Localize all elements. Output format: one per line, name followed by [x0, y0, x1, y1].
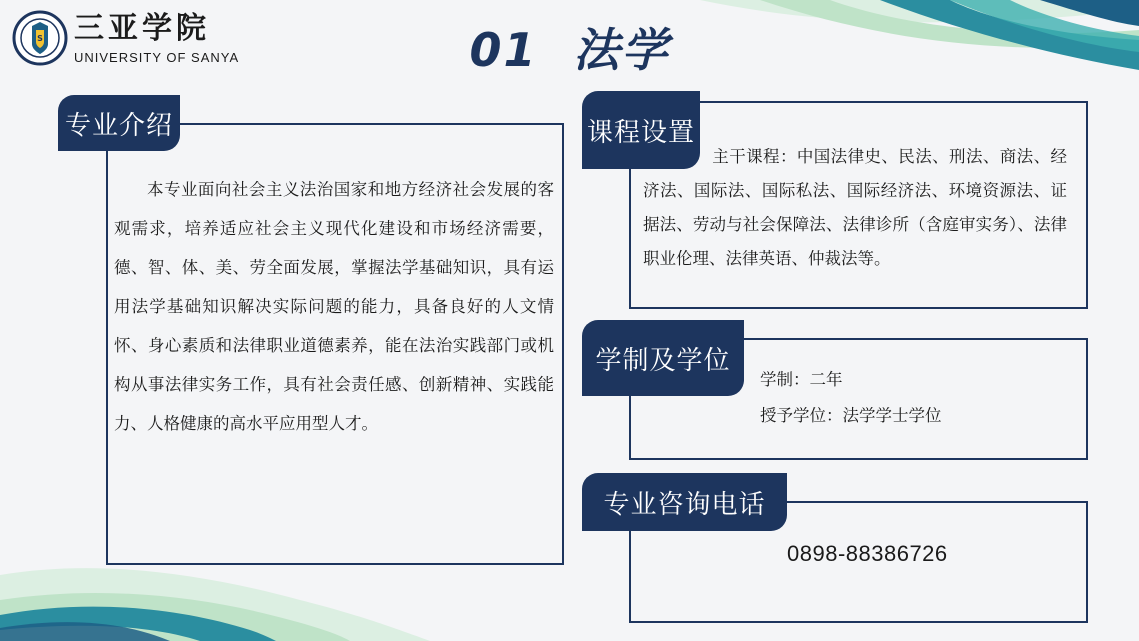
- contact-phone: 0898-88386726: [787, 541, 948, 566]
- svg-text:S: S: [37, 34, 43, 43]
- degree-info: [760, 362, 942, 434]
- courses-body: 主干课程：中国法律史、民法、刑法、商法、经济法、国际法、国际私法、国际经济法、环境资源法、证据法、劳动与社会保障法、法律诊所（含庭审实务）、法律职业伦理、法律英语、仲裁法等。: [643, 147, 1067, 268]
- school-name-en: UNIVERSITY OF SANYA: [74, 50, 240, 65]
- degree-award: 授予学位：法学学士学位: [760, 406, 942, 425]
- courses-heading: 课程设置: [582, 91, 700, 169]
- degree-heading: 学制及学位: [582, 320, 744, 396]
- degree-duration: 学制：二年: [760, 370, 843, 389]
- intro-body: 本专业面向社会主义法治国家和地方经济社会发展的客观需求，培养适应社会主义现代化建设和市场经济需要，德、智、体、美、劳全面发展，掌握法学基础知识，具有运用法学基础知识解决实际问题的能力，具备良好的人文情怀、身心素质和法律职业道德素养，能在法治实践部门或机构从事法律实务工作，具有社会责任感、创新精神、实践能力、人格健康的高水平应用型人才。: [114, 180, 554, 433]
- intro-heading: 专业介绍: [58, 95, 180, 151]
- contact-heading: 专业咨询电话: [582, 473, 787, 531]
- school-name-cn: 三亚学院: [74, 11, 210, 46]
- page-title: 01 法学: [469, 23, 670, 77]
